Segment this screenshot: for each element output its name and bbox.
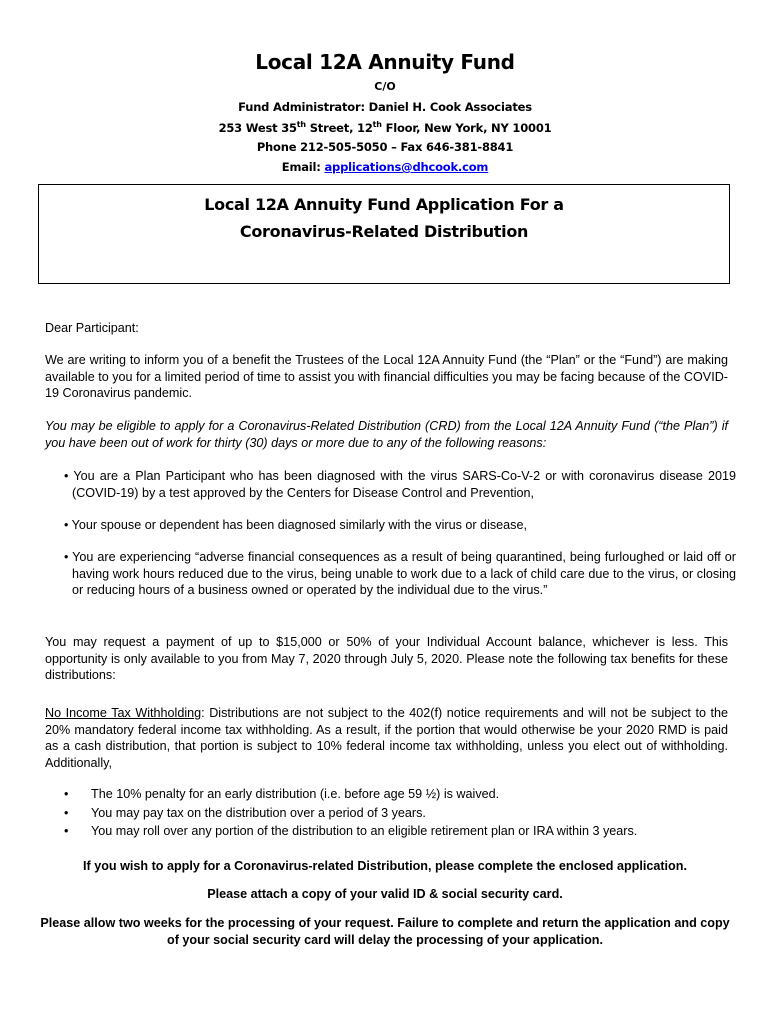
bullet-icon: • (64, 824, 69, 838)
intro-paragraph: We are writing to inform you of a benefit the Trustees of the Local 12A Annuity Fund (the “Plan” or the “Fund”) are making available to you for a limited period of time to assist you with financial difficulties you may be facing because of the COVID-19 Coronavirus pandemic. (45, 353, 728, 400)
fund-email: Email: applications@dhcook.com (281, 160, 489, 174)
application-title-box (38, 184, 730, 284)
apply-note: If you wish to apply for a Coronavirus-related Distribution, please complete the enclosed application. (83, 859, 687, 873)
care-of-label: C/O (374, 80, 396, 93)
fund-administrator: Fund Administrator: Daniel H. Cook Associates (238, 100, 532, 114)
reason-item-financial: • You are experiencing “adverse financial consequences as a result of being quarantined, being furloughed or laid off or having work hours reduced due to the virus, being unable to work due to a lack of child care due to the virus, or closing or reducing hours of a business owned or operated by the individual due to the virus.” (64, 550, 736, 597)
processing-note: Please allow two weeks for the processing of your request. Failure to complete and return the application and copy of your social security card will delay the processing of your application. (40, 916, 730, 947)
withholding-paragraph: No Income Tax Withholding: Distributions are not subject to the 402(f) notice requirements and will not be subject to the 20% mandatory federal income tax withholding. As a result, if the portion that would otherwise be your 2020 RMD is paid as a cash distribution, that portion is subject to 10% federal income tax withholding, unless you elect out of withholding. Additionally, (45, 706, 728, 770)
fund-title: Local 12A Annuity Fund (255, 50, 515, 74)
reason-item-diagnosed: • You are a Plan Participant who has been diagnosed with the virus SARS-Co-V-2 or with coronavirus disease 2019 (COVID-19) by a test approved by the Centers for Disease Control and Prevention, (64, 469, 736, 500)
bullet-icon: • (64, 787, 69, 801)
attach-note: Please attach a copy of your valid ID & social security card. (207, 887, 563, 901)
application-title-line-2: Coronavirus-Related Distribution (239, 222, 529, 241)
withholding-heading: No Income Tax Withholding (45, 706, 202, 720)
eligibility-paragraph: You may be eligible to apply for a Coronavirus-Related Distribution (CRD) from the Local 12A Annuity Fund (“the Plan”) if you have been out of work for thirty (30) days or more due to any of the following reasons: (45, 419, 728, 450)
fund-address: 253 West 35th Street, 12th Floor, New York, NY 10001 (218, 120, 552, 135)
fund-phone-fax: Phone 212-505-5050 – Fax 646-381-8841 (256, 140, 514, 154)
application-title-line-1: Local 12A Annuity Fund Application For a (204, 195, 564, 214)
document-page: Local 12A Annuity Fund C/O Fund Administrator: Daniel H. Cook Associates 253 West 35th Street, 12th Floor, New York, NY 10001 Phone 212-505-5050 – Fax 646-381-8841 Email: applications@dhcook.com Local 12A Annuity Fund Application For a Coronavirus-Related Distribution Dear Participant: We are writing to inform you of a benefit the Trustees of the Local 12A Annuity Fund (the “Plan” or the “Fund”) are making available to you for a limited period of time to assist you with financial difficulties you may be facing because of the COVID-19 Coronavirus pandemic. You may be eligible to apply for a Coronavirus-Related Distribution (CRD) from the Local 12A Annuity Fund (“the Plan”) if you have been out of work for thirty (30) days or more due to any of the following reasons: • You are a Plan Participant who has been diagnosed with the virus SARS-Co-V-2 or with coronavirus disease 2019 (COVID-19) by a test approved by the Centers for Disease Control and Prevention, • Your spouse or dependent has been diagnosed similarly with the virus or disease, • You are experiencing “adverse financial consequences as a result of being quarantined, being furloughed or laid off or having work hours reduced due to the virus, being unable to work due to a lack of child care due to the virus, or closing or reducing hours of a business owned or operated by the individual due to the virus.” You may request a payment of up to $15,000 or 50% of your Individual Account balance, whichever is less. This opportunity is only available to you from May 7, 2020 through July 5, 2020. Please note the following tax benefits for these distributions: No Income Tax Withholding: Distributions are not subject to the 402(f) notice requirements and will not be subject to the 20% mandatory federal income tax withholding. As a result, if the portion that would otherwise be your 2020 RMD is paid as a cash distribution, that portion is subject to 10% federal income tax withholding, unless you elect out of withholding. Additionally, • The 10% penalty for an early distribution (i.e. before age 59 ½) is waived. • You may pay tax on the distribution over a period of 3 years. • You may roll over any portion of the distribution to an eligible retirement plan or IRA within 3 years. If you wish to apply for a Coronavirus-related Distribution, please complete the enclosed application. Please attach a copy of your valid ID & social security card. Please allow two weeks for the processing of your request. Failure to complete and return the application and copy of your social security card will delay the processing of your application. (0, 0, 770, 1024)
reason-item-spouse: • Your spouse or dependent has been diagnosed similarly with the virus or disease, (64, 518, 527, 532)
payment-paragraph: You may request a payment of up to $15,000 or 50% of your Individual Account balance, whichever is less. This opportunity is only available to you from May 7, 2020 through July 5, 2020. Please note the following tax benefits for these distributions: (45, 635, 728, 682)
email-link[interactable]: applications@dhcook.com (324, 160, 489, 174)
salutation: Dear Participant: (45, 321, 139, 335)
bullet-icon: • (64, 806, 69, 820)
